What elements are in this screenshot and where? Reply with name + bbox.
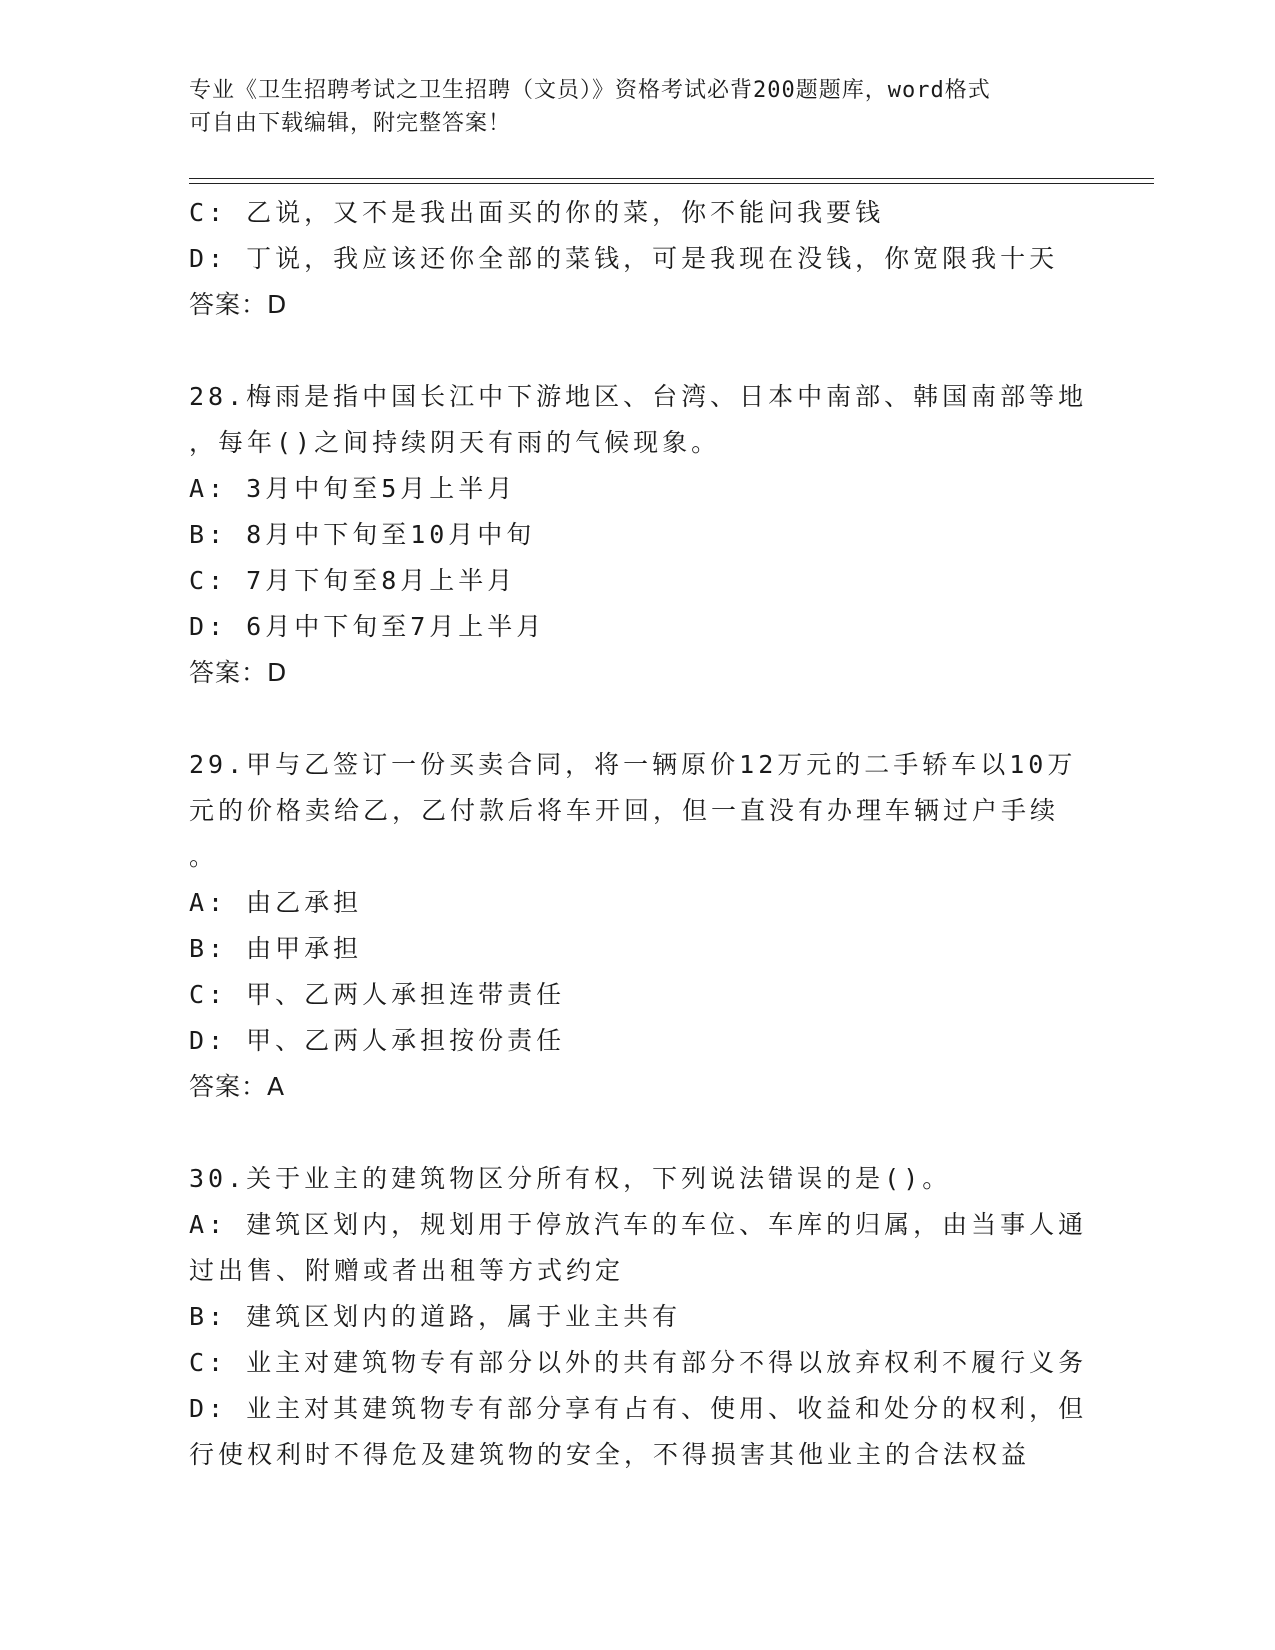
answer: 答案：D: [189, 658, 288, 687]
spacer: [189, 696, 1089, 742]
question-29: [189, 742, 1089, 1110]
option-b: B: 8月中下旬至10月中旬: [189, 520, 536, 549]
option-d: D: 6月中下旬至7月上半月: [189, 612, 546, 641]
header-title-line-1: 专业《卫生招聘考试之卫生招聘（文员）》资格考试必背200题题库，word格式: [189, 78, 991, 103]
option-a: A: 3月中旬至5月上半月: [189, 474, 517, 503]
question-stem: 元的价格卖给乙，乙付款后将车开回，但一直没有办理车辆过户手续: [189, 796, 1060, 825]
question-stem: ，每年()之间持续阴天有雨的气候现象。: [189, 428, 721, 457]
option-d-continued: 行使权利时不得危及建筑物的安全，不得损害其他业主的合法权益: [189, 1440, 1031, 1469]
answer: 答案：D: [189, 290, 288, 319]
question-stem: 28.梅雨是指中国长江中下游地区、台湾、日本中南部、韩国南部等地: [189, 382, 1088, 411]
header-title-line-2: 可自由下载编辑，附完整答案！: [189, 111, 512, 136]
question-list: [189, 190, 1089, 1478]
spacer: [189, 328, 1089, 374]
question-stem: 30.关于业主的建筑物区分所有权，下列说法错误的是()。: [189, 1164, 952, 1193]
option-a: A: 由乙承担: [189, 888, 363, 917]
question-30: [189, 1156, 1089, 1478]
option-a-continued: 过出售、附赠或者出租等方式约定: [189, 1256, 625, 1285]
option-b: B: 建筑区划内的道路，属于业主共有: [189, 1302, 682, 1331]
question-stem: 。: [189, 842, 219, 871]
question-27-continued: [189, 190, 1089, 328]
document-header: [189, 74, 1069, 140]
option-c: C: 甲、乙两人承担连带责任: [189, 980, 566, 1009]
option-b: B: 由甲承担: [189, 934, 363, 963]
option-d: D: 丁说，我应该还你全部的菜钱，可是我现在没钱，你宽限我十天: [189, 244, 1059, 273]
option-d: D: 甲、乙两人承担按份责任: [189, 1026, 566, 1055]
option-a: A: 建筑区划内，规划用于停放汽车的车位、车库的归属，由当事人通: [189, 1210, 1088, 1239]
option-d: D: 业主对其建筑物专有部分享有占有、使用、收益和处分的权利，但: [189, 1394, 1088, 1423]
option-c: C: 业主对建筑物专有部分以外的共有部分不得以放弃权利不履行义务: [189, 1348, 1088, 1377]
answer: 答案：A: [189, 1072, 286, 1101]
question-stem: 29.甲与乙签订一份买卖合同，将一辆原价12万元的二手轿车以10万: [189, 750, 1077, 779]
header-double-rule: [189, 178, 1154, 184]
option-c: C: 7月下旬至8月上半月: [189, 566, 517, 595]
spacer: [189, 1110, 1089, 1156]
option-c: C: 乙说，又不是我出面买的你的菜，你不能问我要钱: [189, 198, 885, 227]
question-28: [189, 374, 1089, 696]
